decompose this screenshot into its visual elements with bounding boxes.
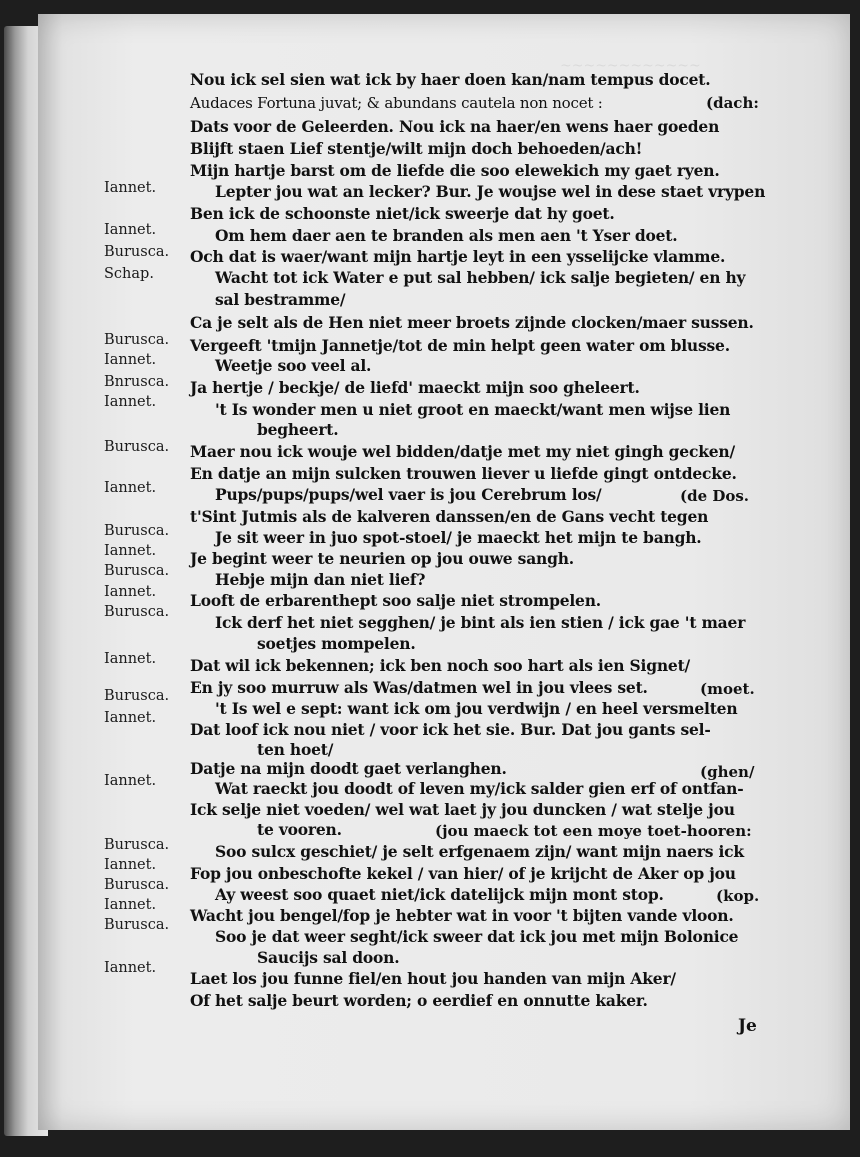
verse-line: Pups/pups/pups/wel vaer is jou Cerebrum los/: [215, 485, 602, 504]
verse-line: Saucijs sal doon.: [257, 948, 400, 967]
verse-line: soetjes mompelen.: [257, 634, 416, 653]
verse-line: begheert.: [257, 420, 339, 439]
verse-line: Dats voor de Geleerden. Nou ick na haer/en wens haer goeden: [190, 117, 720, 136]
verse-turnover: (dach:: [706, 94, 759, 112]
speaker-label: Iannet.: [104, 857, 157, 873]
speaker-label: Iannet.: [104, 584, 157, 600]
verse-turnover: (kop.: [716, 887, 760, 905]
verse-line: 't Is wel e sept: want ick om jou verdwijn / en heel versmelten: [215, 699, 738, 718]
verse-line: Looft de erbarenthept soo salje niet strompelen.: [190, 591, 601, 610]
verse-line: En jy soo murruw als Was/datmen wel in jou vlees set.: [190, 678, 648, 697]
speaker-label: Iannet.: [104, 180, 157, 196]
speaker-label: Burusca.: [104, 244, 170, 260]
verse-line: Ick selje niet voeden/ wel wat laet jy jou duncken / wat steljе jou: [190, 800, 735, 819]
verse-turnover: (ghen/: [700, 763, 755, 781]
verse-line: ten hoet/: [257, 740, 334, 759]
speaker-label: Iannet.: [104, 651, 157, 667]
verse-line: Dat loof ick nou niet / voor ick het sie. Bur. Dat jou gants sel-: [190, 720, 711, 739]
verse-line: Och dat is waer/want mijn hartje leyt in een ysselijcke vlamme.: [190, 247, 726, 266]
speaker-label: Burusca.: [104, 563, 170, 579]
catchword: Je: [738, 1016, 757, 1036]
verse-line: Soo sulcx geschiet/ je selt erfgenaem zijn/ want mijn naers ick: [215, 842, 744, 861]
verse-turnover: (moet.: [700, 680, 755, 698]
verse-line: Ben ick de schoonste niet/ick sweerje dat hy goet.: [190, 204, 615, 223]
speaker-label: Burusca.: [104, 917, 170, 933]
verse-line: Fop jou onbeschofte kekel / van hier/ of je krijcht de Aker op jou: [190, 864, 736, 883]
verse-line: sal bestramme/: [215, 290, 346, 309]
verse-line: Je sit weer in juo spot-stoel/ je maeckt het mijn te bangh.: [215, 528, 702, 547]
verse-line: Je begint weer te neurien op jou ouwe sangh.: [190, 549, 575, 568]
speaker-label: Iannet.: [104, 480, 157, 496]
speaker-label: Burusca.: [104, 688, 170, 704]
verse-line: Wacht tot ick Water e put sal hebben/ ick salje begieten/ en hy: [215, 268, 746, 287]
verse-line: Laet los jou funne fiel/en hout jou handen van mijn Aker/: [190, 969, 676, 988]
speaker-label: Bnrusca.: [104, 374, 170, 390]
verse-line: Soo je dat weer seght/ick sweer dat ick jou met mijn Bolonice: [215, 927, 739, 946]
speaker-label: Burusca.: [104, 523, 170, 539]
verse-line: Ja hertje / beckje/ de liefd' maeckt mijn soo gheleert.: [190, 378, 640, 397]
speaker-label: Burusca.: [104, 604, 170, 620]
verse-line: 't Is wonder men u niet groot en maeckt/want men wijse lien: [215, 400, 731, 419]
verse-turnover: (de Dos.: [680, 487, 750, 505]
speaker-label: Schap.: [104, 266, 154, 282]
verse-line: Wacht jou bengel/fop je hebter wat in voor 't bijten vande vloon.: [190, 906, 734, 925]
verse-line: Wat raeckt jou doodt of leven my/ick salder gien erf of ontfan-: [215, 779, 744, 798]
verse-line: Audaces Fortuna juvat; & abundans cautela non nocet :: [190, 94, 603, 112]
verse-line: Om hem daer aen te branden als men aen 't Yser doet.: [215, 226, 678, 245]
verse-line: Vergeeft 'tmijn Jannetje/tot de min helpt geen water om blusse.: [190, 336, 730, 355]
speaker-label: Burusca.: [104, 332, 170, 348]
verse-line: En datje an mijn sulcken trouwen liever u liefde gingt ontdecke.: [190, 464, 737, 483]
speaker-label: Iannet.: [104, 543, 157, 559]
verse-line: Blijft staen Lief stentje/wilt mijn doch behoeden/ach!: [190, 139, 643, 158]
verse-line: Nou ick sel sien wat ick by haer doen kan/nam tempus docet.: [190, 70, 711, 89]
bleed-through-text: ~~~~~~~~~~~~: [560, 58, 701, 74]
speaker-label: Burusca.: [104, 877, 170, 893]
speaker-label: Iannet.: [104, 352, 157, 368]
speaker-label: Iannet.: [104, 710, 157, 726]
speaker-label: Iannet.: [104, 897, 157, 913]
verse-line: Lepter jou wat an lecker? Bur. Je woujse wel in dese staet vrypen: [215, 182, 766, 201]
verse-line: Ay weest soo quaet niet/ick datelijck mijn mont stop.: [215, 885, 664, 904]
verse-line: Maer nou ick wouje wel bidden/datje met my niet gingh gecken/: [190, 442, 735, 461]
verse-line: t'Sint Jutmis als de kalveren danssen/en de Gans vecht tegen: [190, 507, 709, 526]
verse-line: Mijn hartje barst om de liefde die soo elewekich my gaet ryen.: [190, 161, 720, 180]
speaker-label: Burusca.: [104, 837, 170, 853]
verse-line: Hebje mijn dan niet lief?: [215, 570, 426, 589]
speaker-label: Iannet.: [104, 960, 157, 976]
verse-line: Dat wil ick bekennen; ick ben noch soo hart als ien Signet/: [190, 656, 691, 675]
verse-turnover: (jou maeck tot een moye toet-hooren:: [435, 822, 752, 840]
speaker-label: Burusca.: [104, 439, 170, 455]
speaker-label: Iannet.: [104, 394, 157, 410]
verse-line: Weetje soo veel al.: [215, 356, 372, 375]
verse-line: Ick derf het niet segghen/ je bint als ien stien / ick gae 't maer: [215, 613, 746, 632]
verse-line: te vooren.: [257, 820, 342, 839]
speaker-label: Iannet.: [104, 222, 157, 238]
verse-line: Of het salje beurt worden; o eerdief en onnutte kaker.: [190, 991, 648, 1010]
verse-line: Datje na mijn doodt gaet verlanghen.: [190, 759, 507, 778]
verse-line: Ca je selt als de Hen niet meer broets zijnde clocken/maer sussen.: [190, 313, 754, 332]
speaker-label: Iannet.: [104, 773, 157, 789]
